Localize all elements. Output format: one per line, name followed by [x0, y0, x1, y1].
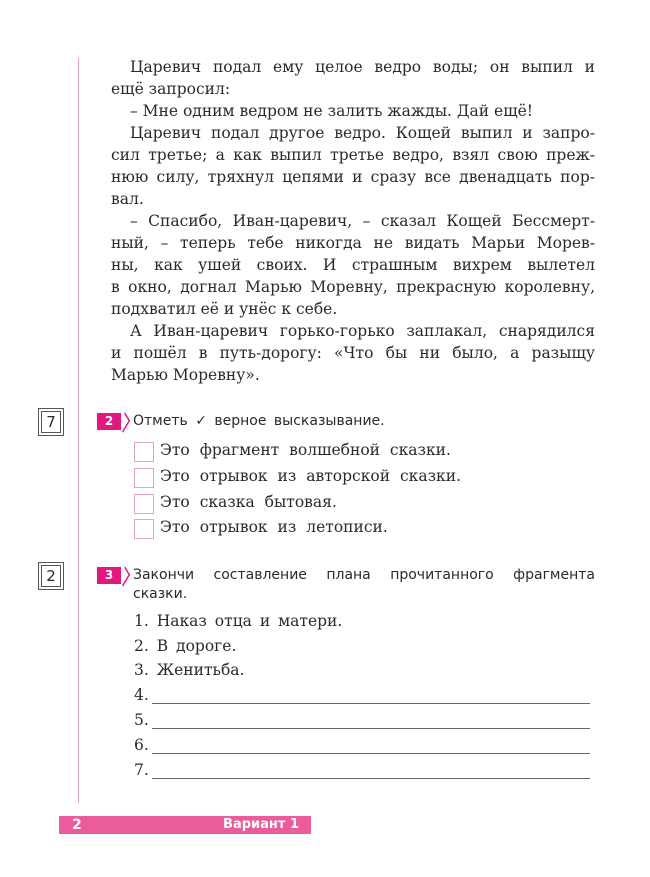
answer-option: Это фрагмент волшебной сказки.	[160, 441, 451, 459]
plan-item: 5.	[134, 711, 149, 729]
variant-label: Вариант 1	[223, 817, 299, 832]
text-line: Царевич подал другое ведро. Кощей выпил и запро-	[130, 124, 595, 142]
text-line: подхватил её и унёс к себе.	[111, 300, 338, 318]
answer-line[interactable]	[152, 728, 590, 729]
text-line: Марью Моревну».	[111, 366, 260, 384]
text-line: ный, – теперь тебе никогда не видать Марьи Морев-	[111, 234, 595, 252]
score-box: 2	[38, 562, 64, 590]
text-line: Царевич подал ему целое ведро воды; он выпил и	[130, 58, 595, 76]
answer-line[interactable]	[152, 753, 590, 754]
page-number: 2	[72, 817, 82, 833]
task-prompt: Закончи составление плана прочитанного фрагмента сказки.	[133, 567, 595, 602]
margin-line	[78, 58, 79, 803]
text-line: – Спасибо, Иван-царевич, – сказал Кощей Бессмерт-	[130, 212, 595, 230]
text-line: ны, как ушей своих. И страшным вихрем вылетел	[111, 256, 595, 274]
text-line: вал.	[111, 190, 144, 208]
answer-checkbox[interactable]	[134, 494, 154, 514]
task-number-badge: 3	[97, 567, 121, 584]
text-line: ещё запросил:	[111, 80, 231, 98]
answer-option: Это сказка бытовая.	[160, 493, 337, 511]
plan-item: 2. В дороге.	[134, 637, 237, 655]
plan-item: 7.	[134, 761, 149, 779]
answer-option: Это отрывок из летописи.	[160, 518, 388, 536]
text-line: в окно, догнал Марью Моревну, прекрасную королевну,	[111, 278, 595, 296]
answer-checkbox[interactable]	[134, 519, 154, 539]
plan-item: 4.	[134, 686, 149, 704]
answer-line[interactable]	[152, 778, 590, 779]
answer-option: Это отрывок из авторской сказки.	[160, 467, 462, 485]
page-footer	[59, 816, 311, 834]
text-line: сил третье; а как выпил третье ведро, взял свою преж-	[111, 146, 595, 164]
task-prompt: Отметь ✓ верное высказывание.	[133, 413, 385, 429]
answer-checkbox[interactable]	[134, 468, 154, 488]
plan-item: 6.	[134, 736, 149, 754]
plan-item: 1. Наказ отца и матери.	[134, 612, 343, 630]
answer-checkbox[interactable]	[134, 442, 154, 462]
text-line: нюю силу, тряхнул цепями и сразу все двенадцать пор-	[111, 168, 595, 186]
text-line: – Мне одним ведром не залить жажды. Дай ещё!	[130, 102, 533, 120]
task-number-badge: 2	[97, 413, 121, 430]
answer-line[interactable]	[152, 703, 590, 704]
text-line: А Иван-царевич горько-горько заплакал, снарядился	[130, 322, 595, 340]
text-line: и пошёл в путь-дорогу: «Что бы ни было, а разыщу	[111, 344, 595, 362]
plan-item: 3. Женитьба.	[134, 661, 245, 679]
score-box: 7	[38, 408, 64, 436]
